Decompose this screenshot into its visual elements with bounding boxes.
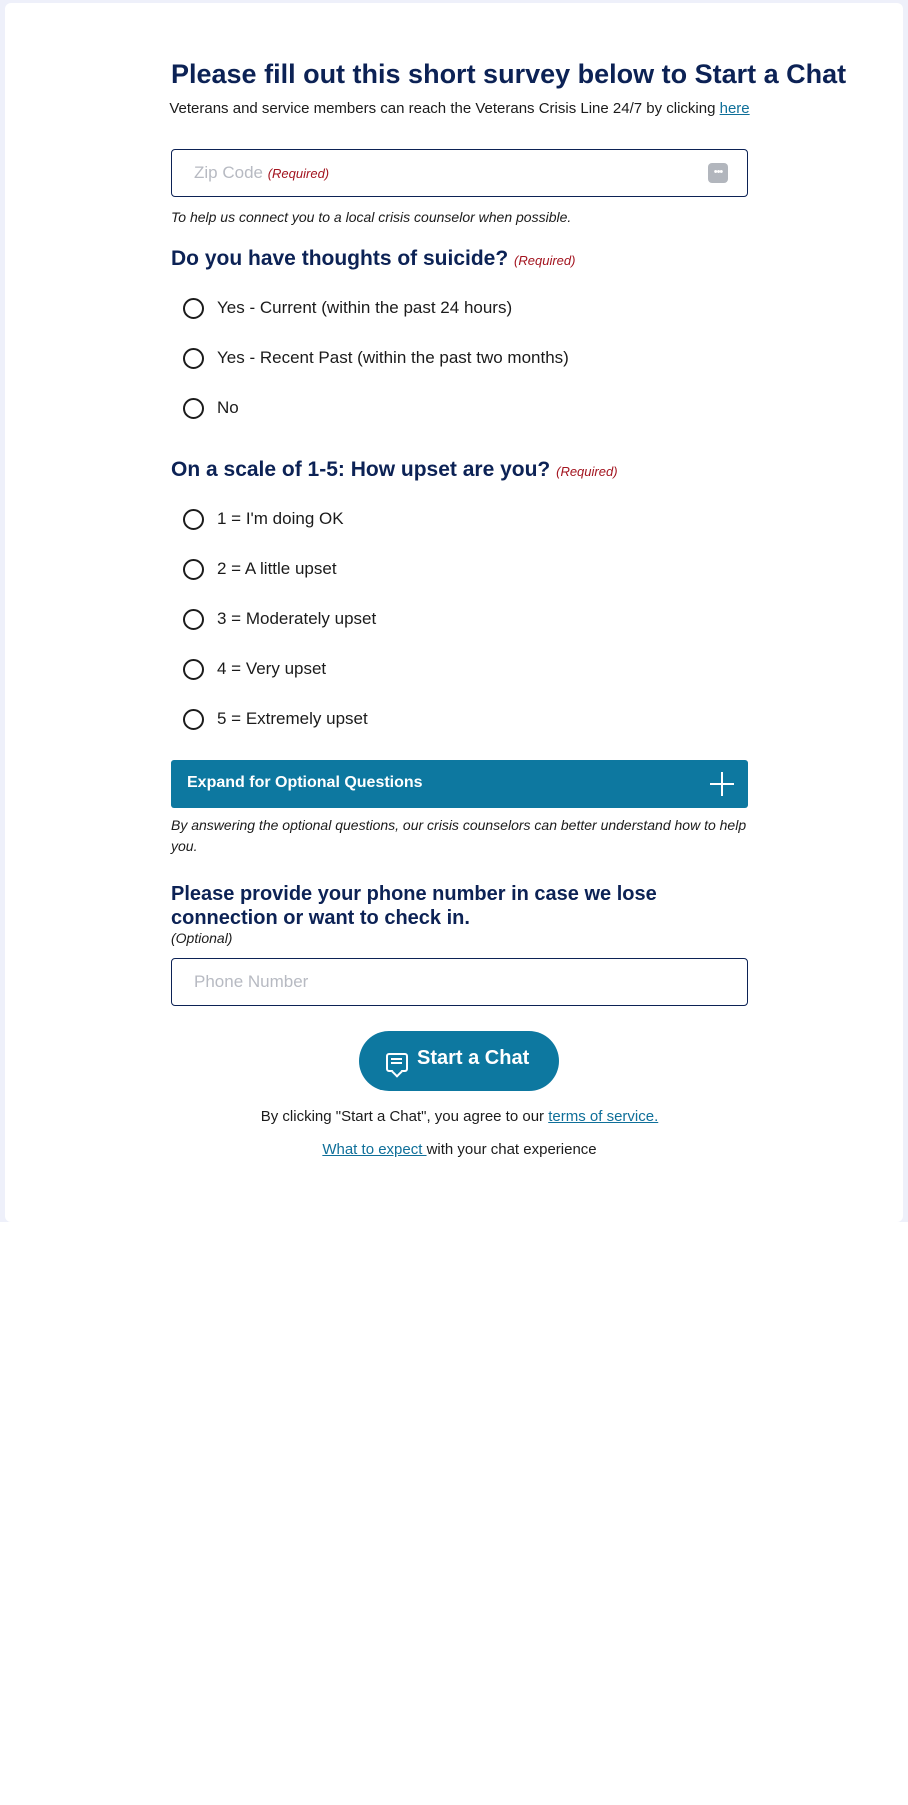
what-to-expect-notice (131, 1141, 788, 1158)
chat-bubble-icon (386, 1053, 408, 1072)
radio-suicide-current[interactable] (183, 294, 512, 322)
radio-button[interactable] (183, 509, 204, 530)
phone-number-field[interactable] (171, 958, 748, 1006)
radio-label: No (217, 398, 239, 417)
phone-optional-label: (Optional) (171, 930, 233, 946)
plus-icon (710, 772, 734, 796)
radio-button[interactable] (183, 348, 204, 369)
radio-button[interactable] (183, 609, 204, 630)
crisis-line-text: Veterans and service members can reach the Veterans Crisis Line 24/7 by clicking (169, 100, 720, 117)
radio-label: 2 = A little upset (217, 559, 337, 578)
what-to-expect-link[interactable]: What to expect (322, 1141, 427, 1158)
radio-upset-1[interactable] (183, 505, 344, 533)
zip-placeholder-text: Zip Code (194, 163, 263, 182)
suicide-question-text: Do you have thoughts of suicide? (171, 247, 509, 270)
start-chat-button[interactable] (359, 1031, 559, 1091)
phone-number-input[interactable] (194, 959, 714, 1005)
terms-notice (131, 1108, 788, 1125)
zip-code-input[interactable] (194, 150, 714, 196)
crisis-line-here-link[interactable]: here (719, 100, 750, 117)
optional-questions-accordion-button[interactable] (171, 760, 748, 808)
radio-upset-5[interactable] (183, 705, 368, 733)
phone-question-title: Please provide your phone number in case we lose connection or want to check in. (171, 883, 657, 929)
radio-button[interactable] (183, 709, 204, 730)
radio-button[interactable] (183, 659, 204, 680)
radio-label: 4 = Very upset (217, 659, 327, 678)
upset-question-text: On a scale of 1-5: How upset are you? (171, 458, 551, 481)
radio-upset-2[interactable] (183, 555, 337, 583)
radio-upset-3[interactable] (183, 605, 376, 633)
upset-question-title (171, 458, 618, 482)
radio-suicide-no[interactable] (183, 394, 239, 422)
radio-label: 1 = I'm doing OK (217, 509, 344, 528)
radio-suicide-recent[interactable] (183, 344, 569, 372)
autofill-dots-icon[interactable]: ••• (708, 163, 728, 183)
radio-button[interactable] (183, 559, 204, 580)
start-chat-label: Start a Chat (417, 1047, 530, 1069)
accordion-label: Expand for Optional Questions (187, 774, 423, 791)
zip-code-field[interactable] (171, 149, 748, 197)
what-to-expect-text: with your chat experience (426, 1141, 597, 1158)
radio-button[interactable] (183, 398, 204, 419)
survey-card (5, 3, 903, 1222)
radio-label: Yes - Current (within the past 24 hours) (217, 298, 513, 317)
radio-label: 3 = Moderately upset (217, 609, 377, 628)
radio-label: 5 = Extremely upset (217, 709, 368, 728)
optional-helper-text: By answering the optional questions, our crisis counselors can better understand how to help you. (171, 817, 747, 854)
page-title: Please fill out this short survey below to Start a Chat (171, 59, 847, 89)
terms-text: By clicking "Start a Chat", you agree to our (260, 1108, 549, 1125)
zip-required-label: (Required) (267, 166, 330, 181)
terms-of-service-link[interactable]: terms of service. (548, 1108, 659, 1125)
zip-helper-text: To help us connect you to a local crisis counselor when possible. (171, 209, 572, 225)
radio-button[interactable] (183, 298, 204, 319)
radio-label: Yes - Recent Past (within the past two months) (217, 348, 569, 367)
crisis-line-notice (131, 100, 788, 117)
suicide-question-required: (Required) (514, 253, 576, 268)
upset-question-required: (Required) (556, 464, 618, 479)
radio-upset-4[interactable] (183, 655, 326, 683)
suicide-question-title (171, 247, 575, 271)
